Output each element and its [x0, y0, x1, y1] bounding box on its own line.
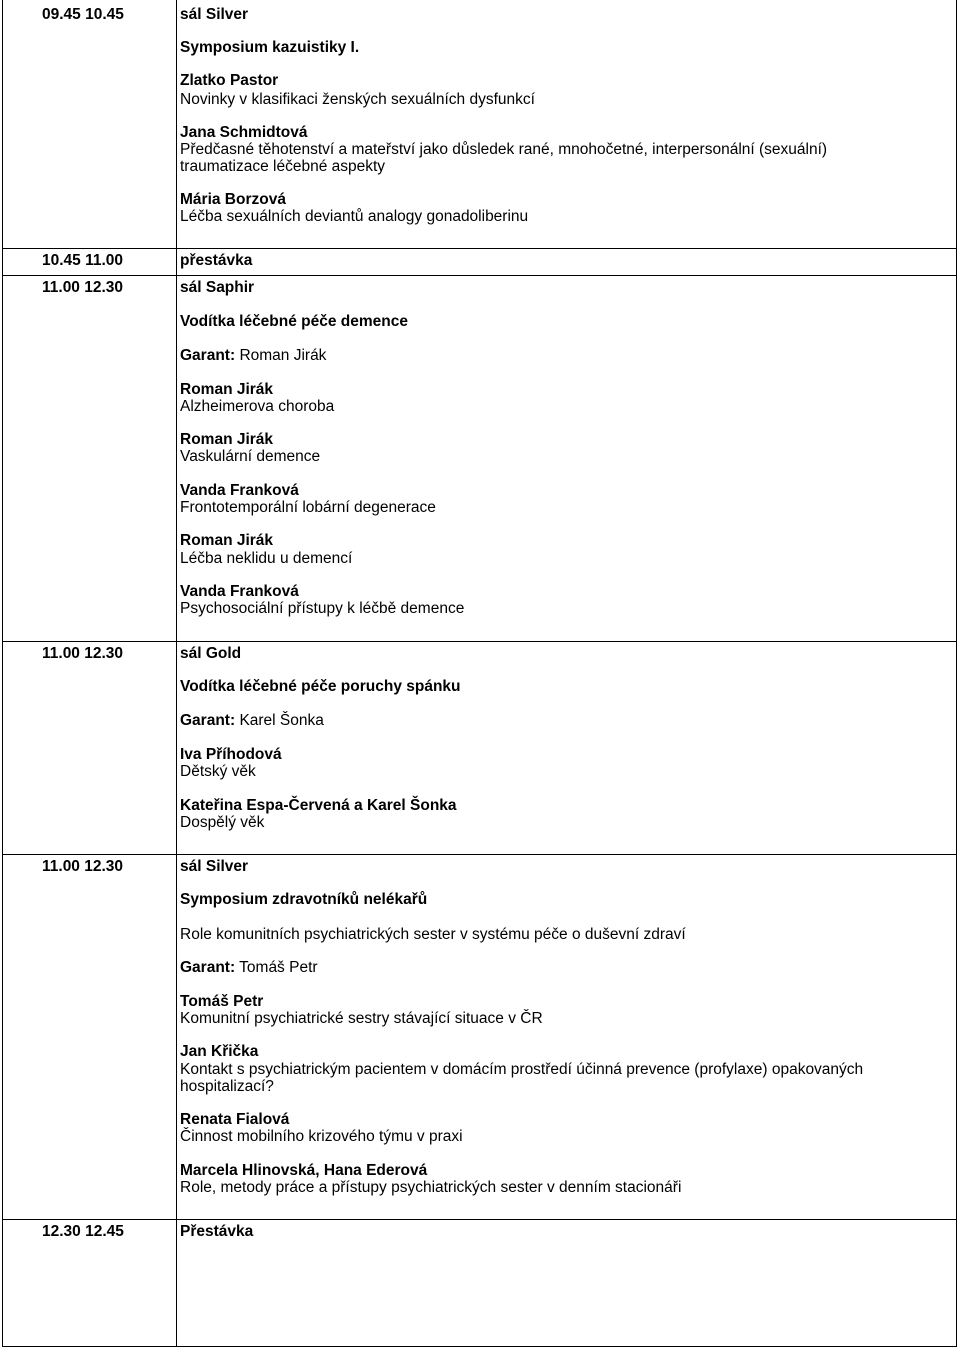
- talk-topic: Dětský věk: [180, 763, 256, 780]
- garant-line: [180, 347, 326, 365]
- talk-topic: Předčasné těhotenství a mateřství jako důsledek rané, mnohočetné, interpersonální (sexuální): [180, 141, 828, 158]
- talk-topic: Léčba sexuálních deviantů analogy gonadoliberinu: [180, 208, 529, 225]
- room-name: sál Silver: [180, 858, 249, 875]
- speaker-name: Renata Fialová: [180, 1111, 290, 1128]
- talk-topic: traumatizace léčebné aspekty: [180, 158, 386, 175]
- talk-topic: Psychosociální přístupy k léčbě demence: [180, 600, 465, 617]
- talk-topic: Léčba neklidu u demencí: [180, 550, 353, 567]
- garant-name: Karel Šonka: [239, 712, 324, 729]
- garant-name: Tomáš Petr: [239, 959, 318, 976]
- talk-topic: Alzheimerova choroba: [180, 398, 335, 415]
- speaker-name: Jana Schmidtová: [180, 124, 308, 141]
- speaker-name: Jan Křička: [180, 1043, 259, 1060]
- session-title: Vodítka léčebné péče poruchy spánku: [180, 678, 461, 695]
- row-divider: [2, 641, 957, 642]
- break-label: Přestávka: [180, 1223, 254, 1240]
- garant-label: Garant:: [180, 959, 236, 976]
- row-divider: [2, 248, 957, 249]
- time-slot: 12.30 12.45: [42, 1223, 124, 1240]
- column-divider: [176, 0, 177, 1347]
- time-slot: 11.00 12.30: [42, 279, 124, 296]
- table-border: [2, 0, 957, 1347]
- session-title: Symposium kazuistiky I.: [180, 39, 360, 56]
- garant-label: Garant:: [180, 712, 236, 729]
- talk-topic: Novinky v klasifikaci ženských sexuálních dysfunkcí: [180, 91, 535, 108]
- speaker-name: Marcela Hlinovská, Hana Ederová: [180, 1162, 428, 1179]
- talk-topic: Role, metody práce a přístupy psychiatrických sester v denním stacionáři: [180, 1179, 682, 1196]
- speaker-name: Roman Jirák: [180, 532, 274, 549]
- talk-topic: Kontakt s psychiatrickým pacientem v domácím prostředí účinná prevence (profylaxe) opakovaných: [180, 1061, 864, 1078]
- room-name: sál Silver: [180, 6, 249, 23]
- time-slot: 11.00 12.30: [42, 645, 124, 662]
- row-divider: [2, 854, 957, 855]
- speaker-name: Iva Příhodová: [180, 746, 282, 763]
- garant-label: Garant:: [180, 347, 236, 364]
- garant-line: [180, 959, 318, 977]
- speaker-name: Roman Jirák: [180, 431, 274, 448]
- session-subtitle: Role komunitních psychiatrických sester v systému péče o duševní zdraví: [180, 926, 686, 943]
- talk-topic: Dospělý věk: [180, 814, 265, 831]
- room-name: sál Saphir: [180, 279, 255, 296]
- speaker-name: Zlatko Pastor: [180, 72, 279, 89]
- row-divider: [2, 1219, 957, 1220]
- row-divider: [2, 275, 957, 276]
- speaker-name: Vanda Franková: [180, 583, 299, 600]
- garant-name: Roman Jirák: [239, 347, 327, 364]
- speaker-name: Kateřina Espa-Červená a Karel Šonka: [180, 797, 457, 814]
- speaker-name: Vanda Franková: [180, 482, 299, 499]
- session-title: Symposium zdravotníků nelékařů: [180, 891, 428, 908]
- break-label: přestávka: [180, 252, 253, 269]
- speaker-name: Roman Jirák: [180, 381, 274, 398]
- time-slot: 09.45 10.45: [42, 6, 124, 23]
- session-title: Vodítka léčebné péče demence: [180, 313, 409, 330]
- speaker-name: Tomáš Petr: [180, 993, 264, 1010]
- talk-topic: Komunitní psychiatrické sestry stávající situace v ČR: [180, 1010, 543, 1027]
- speaker-name: Mária Borzová: [180, 191, 286, 208]
- schedule-table: [2, 0, 957, 1347]
- time-slot: 10.45 11.00: [42, 252, 124, 269]
- talk-topic: Frontotemporální lobární degenerace: [180, 499, 436, 516]
- garant-line: [180, 712, 324, 730]
- time-slot: 11.00 12.30: [42, 858, 124, 875]
- talk-topic: Vaskulární demence: [180, 448, 321, 465]
- room-name: sál Gold: [180, 645, 242, 662]
- talk-topic: hospitalizací?: [180, 1078, 274, 1095]
- talk-topic: Činnost mobilního krizového týmu v praxi: [180, 1128, 463, 1145]
